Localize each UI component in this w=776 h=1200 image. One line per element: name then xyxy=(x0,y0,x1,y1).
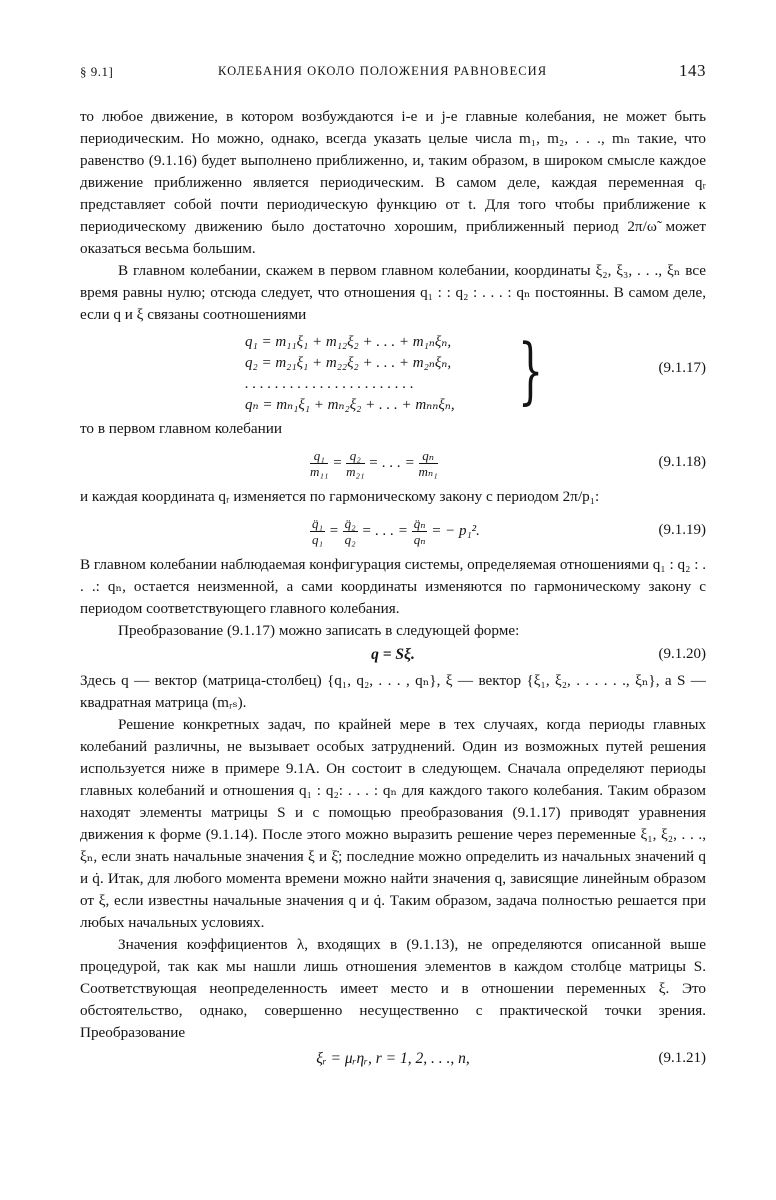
equals-sign: = xyxy=(332,454,347,471)
denominator: q₂ xyxy=(344,532,356,547)
numerator: q̈ₙ xyxy=(413,516,426,531)
equation-number: (9.1.18) xyxy=(658,454,706,470)
equation-9-1-21 xyxy=(80,1050,706,1072)
equation-body: q = Sξ. xyxy=(371,646,415,663)
equation-system-lines xyxy=(245,332,455,416)
denominator: q₁ xyxy=(312,532,324,547)
denominator: mₙ₁ xyxy=(418,464,438,479)
paragraph-1: то любое движение, в котором возбуждаются i-е и j-е главные колебания, не может быть периодическим. Но можно, однако, всегда указать целые числа m₁, m₂, . . ., mₙ такие, что равенство (9.1.16) будет выполнено приближенно, и, таким образом, в широком смысле каждое движение приближенно является периодическим. В самом деле, каждая переменная qᵣ представляет собой почти периодическую функцию от t. Для того чтобы приближение к периодическому движению было достаточно хорошим, приближенный период 2π/ω̃ может оказаться весьма большим. xyxy=(80,108,706,257)
fraction xyxy=(412,516,428,547)
fraction xyxy=(343,516,358,547)
equation-line: qₙ = mₙ₁ξ₁ + mₙ₂ξ₂ + . . . + mₙₙξₙ, xyxy=(245,397,455,413)
paragraph-3: то в первом главном колебании xyxy=(80,420,282,437)
denominator: m₁₁ xyxy=(310,464,329,479)
paragraph-8: Решение конкретных задач, по крайней мере в тех случаях, когда периоды главных колебаний различны, не вызывает особых затруднений. Один из возможных путей решения используется ниже в примере 9.1А. Он состоит в следующем. Сначала определяют периоды главных колебаний и отношения q₁ : q₂: . . . : qₙ для каждого такого колебания. Таким образом находят элементы матрицы S и с помощью преобразования (9.1.17) приводят уравнения движения к форме (9.1.14). После этого можно выразить решение через переменные ξ₁, ξ₂, . . ., ξₙ, если знать начальные значения ξ и ξ̇; последние можно определить из начальных значений q и q̇. Итак, для любого момента времени можно найти значения q, зависящие линейным образом от ξ, если известны начальные значения q и q̇. Таким образом, задача полностью решается при любых начальных условиях. xyxy=(80,716,706,931)
numerator: q₂ xyxy=(346,448,364,464)
section-number: § 9.1] xyxy=(80,64,114,79)
equation-9-1-20 xyxy=(80,646,706,668)
fraction xyxy=(310,448,328,479)
paragraph-7: Здесь q — вектор (матрица-столбец) {q₁, q₂, . . . , qₙ}, ξ — вектор {ξ₁, ξ₂, . . . . . ., ξₙ}, a S — квадратная матрица (mᵣₛ). xyxy=(80,672,706,711)
equation-number: (9.1.21) xyxy=(658,1050,706,1066)
page-body xyxy=(80,106,706,1072)
equation-9-1-18 xyxy=(80,442,706,484)
numerator: qₙ xyxy=(419,448,438,464)
equation-body xyxy=(310,516,480,547)
denominator: m₂₁ xyxy=(346,464,365,479)
numerator: q₁ xyxy=(310,448,328,464)
ellipsis-equals: = . . . = xyxy=(368,454,415,471)
fraction xyxy=(419,448,438,479)
equation-line: q₂ = m₂₁ξ₁ + m₂₂ξ₂ + . . . + m₂ₙξₙ, xyxy=(245,355,452,371)
equation-line: . . . . . . . . . . . . . . . . . . . . . . . xyxy=(245,376,414,392)
paragraph-9: Значения коэффициентов λ, входящих в (9.1.13), не определяются описанной выше процедурой, так как мы нашли лишь отношения элементов в каждом столбце матрицы S. Соответствующая неопределенность имеет место и в отношении переменных ξ. Это обстоятельство, однако, совершенно несущественно с практической точки зрения. Преобразование xyxy=(80,936,706,1041)
page-number: 143 xyxy=(679,61,706,80)
paragraph-4: и каждая координата qᵣ изменяется по гармоническому закону с периодом 2π/p₁: xyxy=(80,488,600,505)
equation-number: (9.1.17) xyxy=(658,360,706,376)
equation-tail: = − p₁². xyxy=(431,522,480,539)
paragraph-6: Преобразование (9.1.17) можно записать в следующей форме: xyxy=(118,622,520,639)
numerator: q̈₁ xyxy=(312,516,324,531)
fraction xyxy=(346,448,364,479)
paragraph-5: В главном колебании наблюдаемая конфигурация системы, определяемая отношениями q₁ : q₂ : . . .: qₙ, остается неизменной, а сами координаты изменяются по гармоническому закону с периодом соответствующего главного колебания. xyxy=(80,556,707,617)
equation-9-1-17 xyxy=(80,328,706,414)
running-header xyxy=(80,61,706,86)
numerator: q̈₂ xyxy=(344,516,356,531)
paragraph-2: В главном колебании, скажем в первом главном колебании, координаты ξ₂, ξ₃, . . ., ξₙ все время равны нулю; отсюда следует, что отношения q₁ : : q₂ : . . . : qₙ постоянны. В самом деле, если q и ξ связаны соотношениями xyxy=(80,262,706,323)
denominator: qₙ xyxy=(413,532,426,547)
equation-body xyxy=(310,448,438,479)
fraction xyxy=(310,516,325,547)
chapter-title: КОЛЕБАНИЯ ОКОЛО ПОЛОЖЕНИЯ РАВНОВЕСИЯ xyxy=(218,64,548,78)
equals-sign: = xyxy=(328,522,343,539)
equation-body: ξᵣ = μᵣηᵣ, r = 1, 2, . . ., n, xyxy=(316,1050,470,1067)
equation-number: (9.1.19) xyxy=(658,522,706,538)
right-brace: } xyxy=(518,328,544,412)
equation-line: q₁ = m₁₁ξ₁ + m₁₂ξ₂ + . . . + m₁ₙξₙ, xyxy=(245,334,452,350)
ellipsis-equals: = . . . = xyxy=(361,522,408,539)
equation-9-1-19 xyxy=(80,510,706,552)
equation-number: (9.1.20) xyxy=(658,646,706,662)
